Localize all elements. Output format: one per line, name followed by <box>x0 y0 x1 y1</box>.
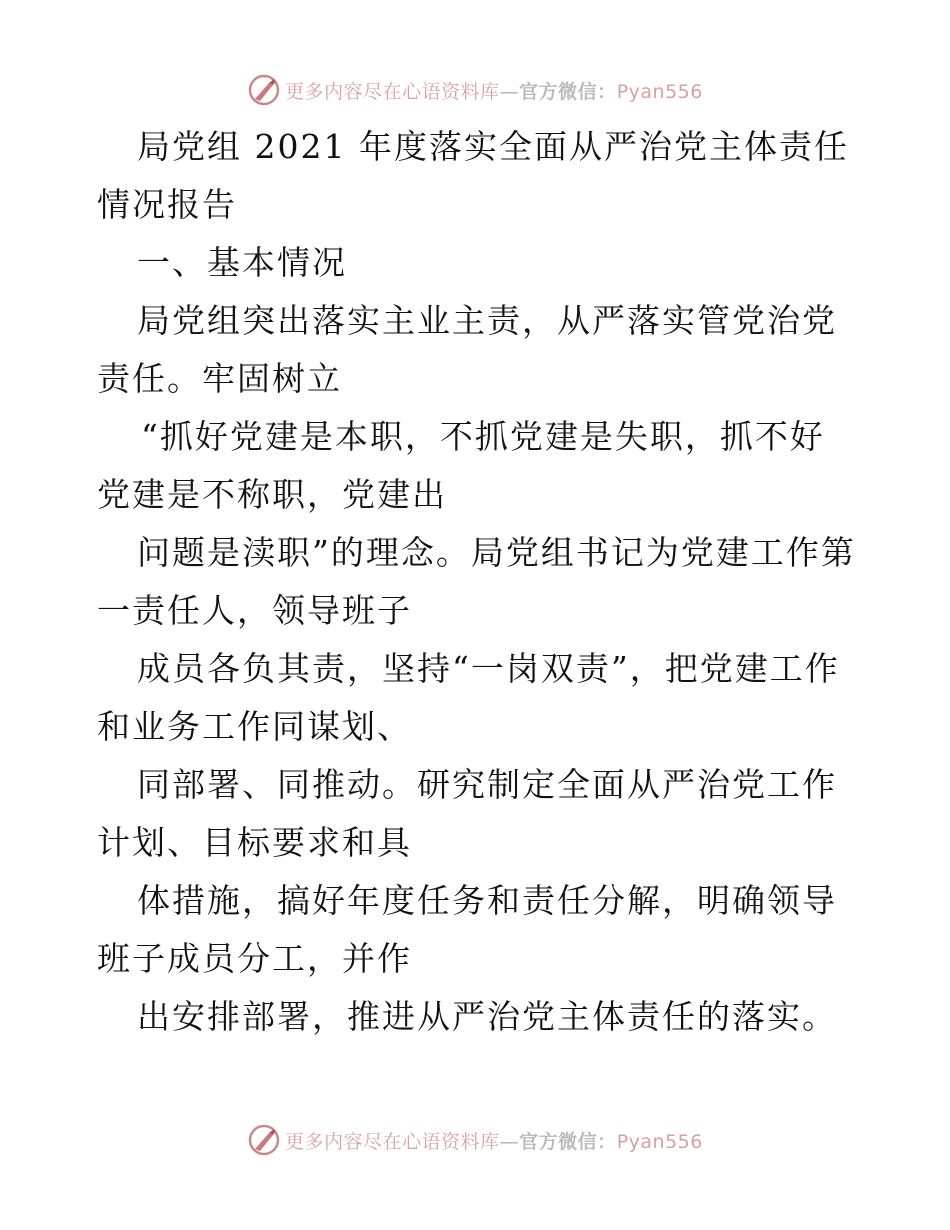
paragraph: 出安排部署，推进从严治党主体责任的落实。 <box>137 997 837 1036</box>
watermark-id: Pyan556 <box>616 80 703 103</box>
watermark-dash: — <box>499 80 520 103</box>
watermark-dash: — <box>499 1130 520 1153</box>
watermark-brand: 官方微信： <box>519 80 617 103</box>
watermark-text <box>285 1127 703 1154</box>
paragraph: 局党组突出落实主业主责，从严落实管党治党责任。牢固树立 <box>97 301 837 398</box>
section-heading: 一、基本情况 <box>137 243 347 282</box>
document-body <box>97 118 857 1046</box>
watermark-text <box>285 77 703 104</box>
watermark-id: Pyan556 <box>616 1130 703 1153</box>
pen-logo-icon <box>247 1123 281 1157</box>
paragraph: “抓好党建是本职，不抓党建是失职，抓不好党建是不称职，党建出 <box>97 417 825 514</box>
paragraph: 成员各负其责，坚持“一岗双责”，把党建工作和业务工作同谋划、 <box>97 649 840 746</box>
paragraph: 问题是渎职”的理念。局党组书记为党建工作第一责任人，领导班子 <box>97 533 856 630</box>
watermark-brand: 官方微信： <box>519 1130 617 1153</box>
watermark-main: 更多内容尽在心语资料库 <box>285 80 500 103</box>
header-watermark <box>0 70 950 110</box>
paragraph: 同部署、同推动。研究制定全面从严治党工作计划、目标要求和具 <box>97 765 837 862</box>
watermark-main: 更多内容尽在心语资料库 <box>285 1130 500 1153</box>
footer-watermark <box>0 1120 950 1160</box>
document-title: 局党组 2021 年度落实全面从严治党主体责任情况报告 <box>97 127 849 224</box>
pen-logo-icon <box>247 73 281 107</box>
paragraph: 体措施，搞好年度任务和责任分解，明确领导班子成员分工，并作 <box>97 881 837 978</box>
